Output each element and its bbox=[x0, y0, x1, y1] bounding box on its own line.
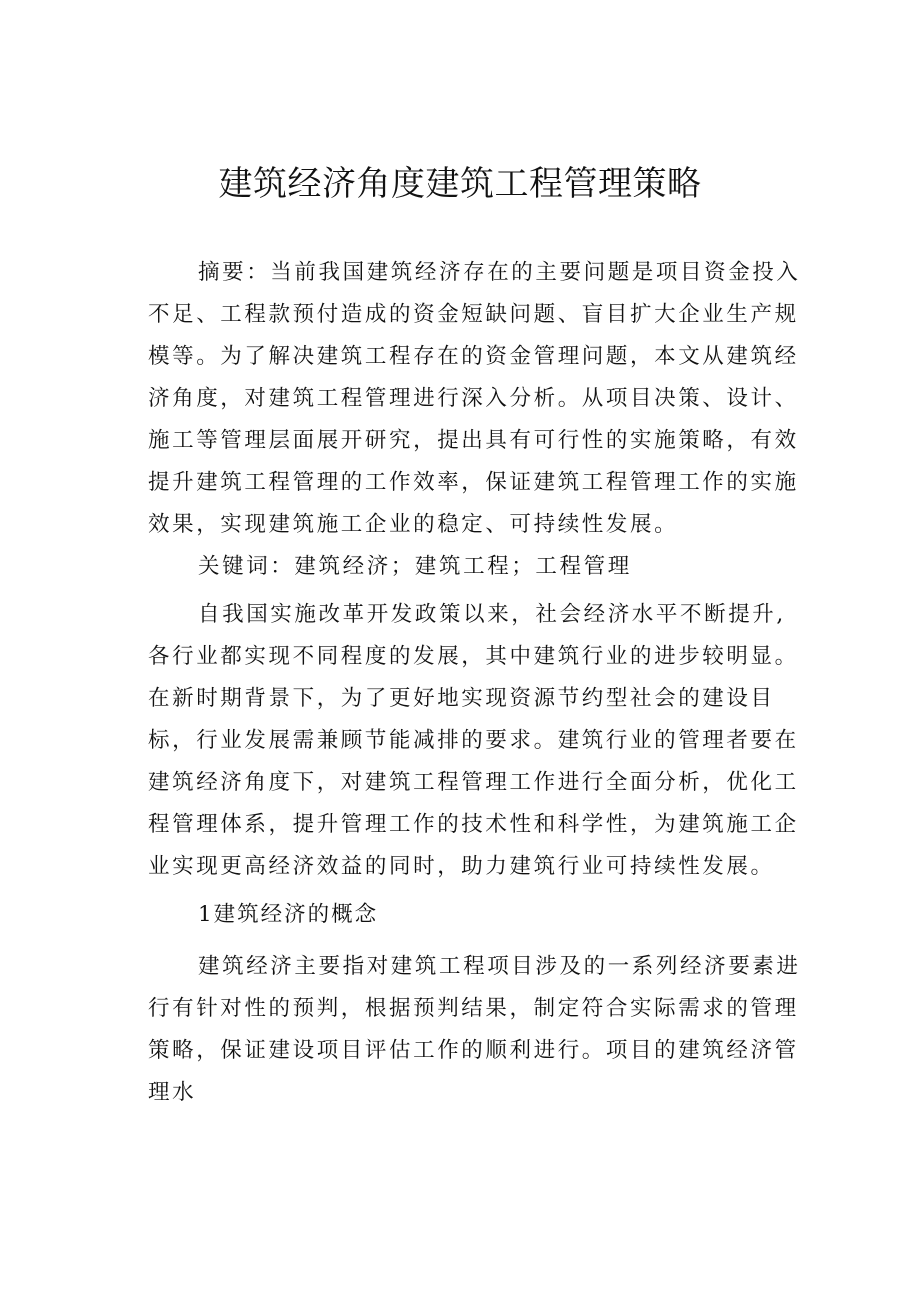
abstract-paragraph: 摘要：当前我国建筑经济存在的主要问题是项目资金投入不足、工程款预付造成的资金短缺问题、盲目扩大企业生产规模等。为了解决建筑工程存在的资金管理问题，本文从建筑经济角度，对建筑工程管理进行深入分析。从项目决策、设计、施工等管理层面展开研究，提出具有可行性的实施策略，有效提升建筑工程管理的工作效率，保证建筑工程管理工作的实施效果，实现建筑施工企业的稳定、可持续性发展。 bbox=[148, 260, 801, 537]
document-title: 建筑经济角度建筑工程管理策略 bbox=[218, 164, 702, 204]
section-paragraph: 建筑经济主要指对建筑工程项目涉及的一系列经济要素进行有针对性的预判，根据预判结果，制定符合实际需求的管理策略，保证建设项目评估工作的顺利进行。项目的建筑经济管理水 bbox=[148, 954, 801, 1105]
section-heading: 1建筑经济的概念 bbox=[198, 902, 379, 927]
intro-paragraph: 自我国实施改革开发政策以来，社会经济水平不断提升,各行业都实现不同程度的发展，其中建筑行业的进步较明显。在新时期背景下，为了更好地实现资源节约型社会的建设目标，行业发展需兼顾节能减排的要求。建筑行业的管理者要在建筑经济角度下，对建筑工程管理工作进行全面分析，优化工程管理体系，提升管理工作的技术性和科学性，为建筑施工企业实现更高经济效益的同时，助力建筑行业可持续性发展。 bbox=[148, 602, 799, 879]
document-body bbox=[148, 252, 808, 1114]
keywords-line: 关键词：建筑经济；建筑工程；工程管理 bbox=[198, 554, 632, 579]
